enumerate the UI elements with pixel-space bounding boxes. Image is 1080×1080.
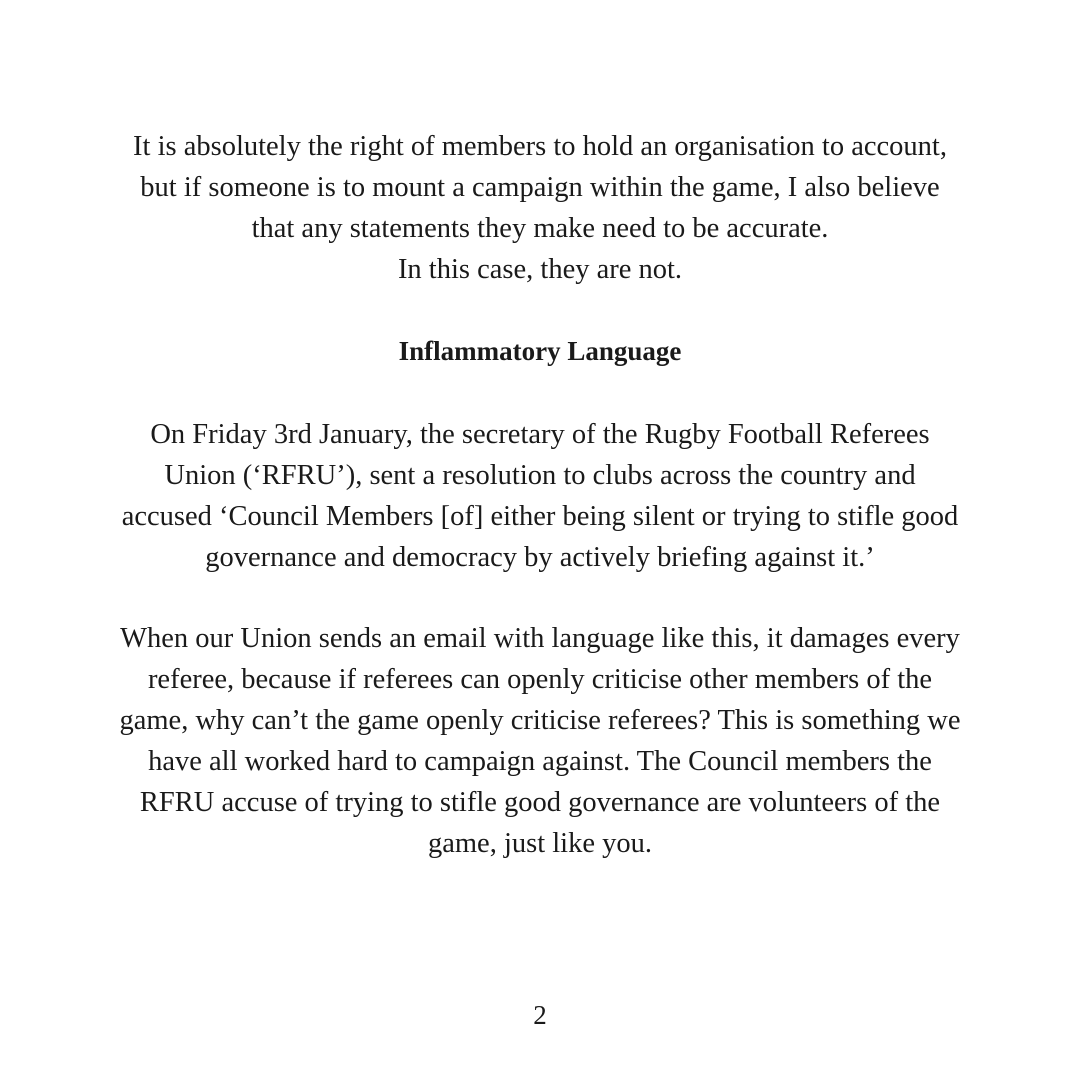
paragraph-line: that any statements they make need to be accurate. [251, 213, 829, 244]
page-number: 2 [533, 1000, 547, 1030]
paragraph-line: referee, because if referees can openly criticise other members of the [147, 664, 933, 695]
rfru-resolution-paragraph [60, 414, 1020, 578]
paragraph-line: game, just like you. [427, 828, 652, 859]
paragraph-line: In this case, they are not. [397, 254, 683, 285]
paragraph-line: When our Union sends an email with language like this, it damages every [120, 623, 960, 654]
paragraph-line: accused ‘Council Members [of] either being silent or trying to stifle good [121, 501, 959, 532]
intro-paragraph [60, 126, 1020, 290]
paragraph-line: It is absolutely the right of members to hold an organisation to account, [133, 131, 947, 162]
paragraph-line: but if someone is to mount a campaign within the game, I also believe [140, 172, 940, 203]
paragraph-line: Union (‘RFRU’), sent a resolution to clubs across the country and [164, 460, 916, 491]
paragraph-line: have all worked hard to campaign against. The Council members the [148, 746, 932, 777]
section-heading: Inflammatory Language [398, 336, 682, 366]
paragraph-line: RFRU accuse of trying to stifle good governance are volunteers of the [139, 787, 941, 818]
union-email-paragraph [60, 618, 1020, 864]
paragraph-line: governance and democracy by actively briefing against it.’ [205, 542, 875, 573]
paragraph-line: game, why can’t the game openly criticise referees? This is something we [119, 705, 961, 736]
paragraph-line: On Friday 3rd January, the secretary of the Rugby Football Referees [150, 419, 930, 450]
